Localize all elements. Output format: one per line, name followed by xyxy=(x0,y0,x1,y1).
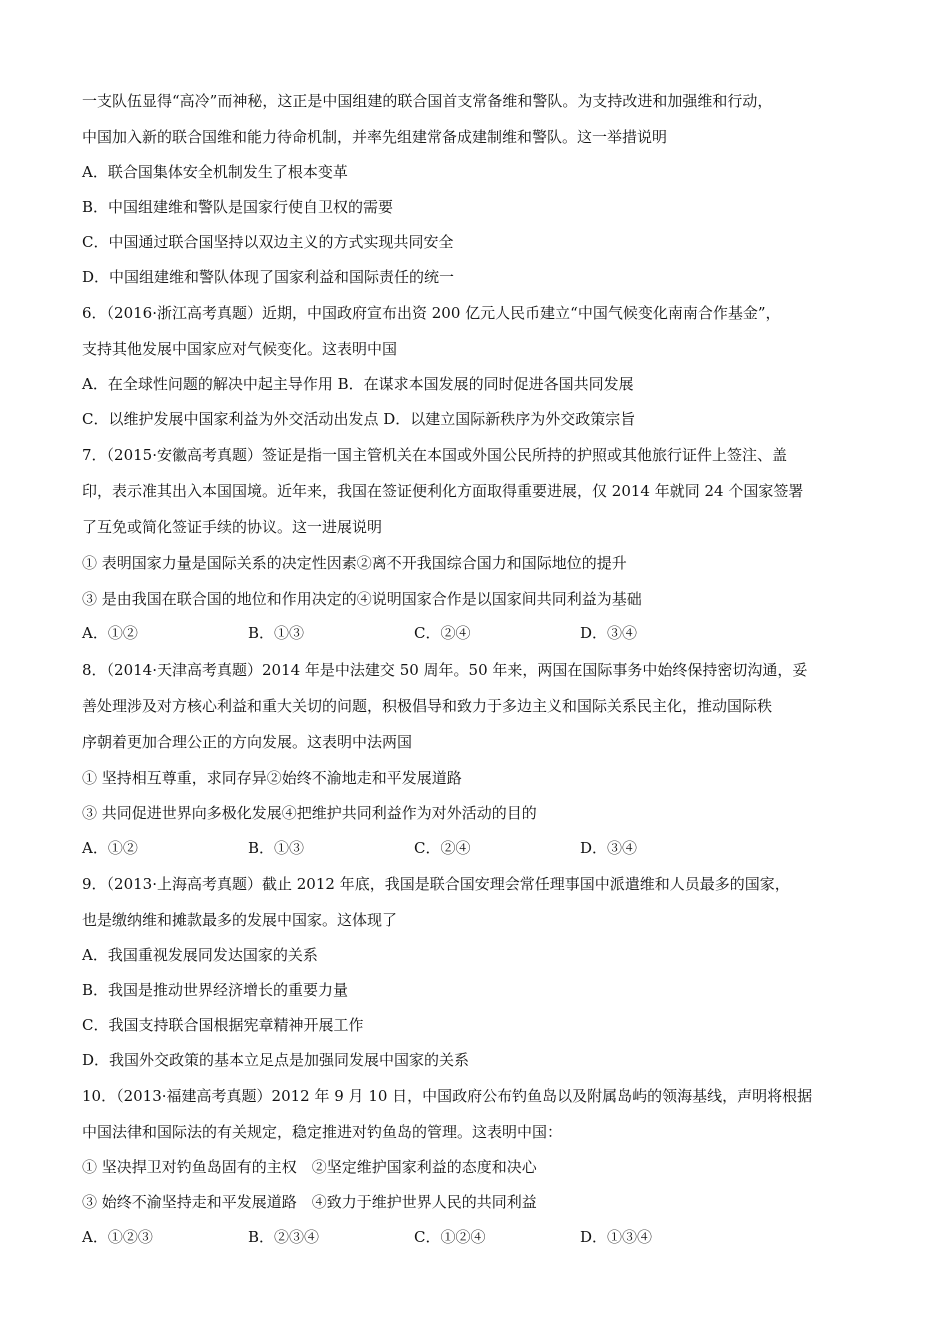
q9-option-c: C．我国支持联合国根据宪章精神开展工作 xyxy=(82,1016,364,1034)
q9-stem-line-2: 也是缴纳维和摊款最多的发展中国家。这体现了 xyxy=(82,911,398,929)
q7-choices xyxy=(82,623,890,643)
q8-stem-line-3: 序朝着更加合理公正的方向发展。这表明中法两国 xyxy=(82,733,413,751)
q6-stem-line-2: 支持其他发展中国家应对气候变化。这表明中国 xyxy=(82,340,398,358)
q8-choice-a: A．①② xyxy=(82,839,138,857)
q7-stem-line-1: 7．（2015·安徽高考真题）签证是指一国主管机关在本国或外国公民所持的护照或其他旅行证件上签注、盖 xyxy=(82,446,787,464)
q10-stem-line-2: 中国法律和国际法的有关规定，稳定推进对钓鱼岛的管理。这表明中国： xyxy=(82,1123,563,1141)
q5-option-c: C．中国通过联合国坚持以双边主义的方式实现共同安全 xyxy=(82,233,454,251)
q5-stem-line-1: 一支队伍显得“高冷”而神秘，这正是中国组建的联合国首支常备维和警队。为支持改进和加强维和行动， xyxy=(82,92,773,110)
q10-choice-b: B．②③④ xyxy=(248,1228,320,1246)
q7-stem-line-2: 印，表示准其出入本国国境。近年来，我国在签证便利化方面取得重要进展，仅 2014 年就同 24 个国家签署 xyxy=(82,482,804,500)
q7-statements-34: ③ 是由我国在联合国的地位和作用决定的④说明国家合作是以国家间共同利益为基础 xyxy=(82,590,642,608)
q10-statements-34: ③ 始终不渝坚持走和平发展道路 ④致力于维护世界人民的共同利益 xyxy=(82,1193,537,1211)
q7-choice-c: C．②④ xyxy=(414,624,471,642)
q10-statements-12: ① 坚决捍卫对钓鱼岛固有的主权 ②坚定维护国家利益的态度和决心 xyxy=(82,1158,537,1176)
q9-option-d: D．我国外交政策的基本立足点是加强同发展中国家的关系 xyxy=(82,1051,470,1069)
q7-choice-d: D．③④ xyxy=(580,624,638,642)
q8-choice-d: D．③④ xyxy=(580,839,638,857)
q10-choice-c: C．①②④ xyxy=(414,1228,486,1246)
q5-stem-line-2: 中国加入新的联合国维和能力待命机制，并率先组建常备成建制维和警队。这一举措说明 xyxy=(82,128,668,146)
q8-choice-c: C．②④ xyxy=(414,839,471,857)
q8-choices xyxy=(82,838,890,858)
q9-stem-line-1: 9．（2013·上海高考真题）截止 2012 年底，我国是联合国安理会常任理事国中派遣维和人员最多的国家， xyxy=(82,875,790,893)
q10-stem-line-1: 10．（2013·福建高考真题）2012 年 9 月 10 日，中国政府公布钓鱼岛以及附属岛屿的领海基线，声明将根据 xyxy=(82,1087,813,1105)
q8-statements-12: ① 坚持相互尊重，求同存异②始终不渝地走和平发展道路 xyxy=(82,769,462,787)
q10-choices xyxy=(82,1227,890,1247)
q10-choice-a: A．①②③ xyxy=(82,1228,153,1246)
q8-choice-b: B．①③ xyxy=(248,839,305,857)
q10-choice-d: D．①③④ xyxy=(580,1228,653,1246)
q8-statements-34: ③ 共同促进世界向多极化发展④把维护共同利益作为对外活动的目的 xyxy=(82,804,537,822)
q8-stem-line-2: 善处理涉及对方核心利益和重大关切的问题，积极倡导和致力于多边主义和国际关系民主化，推动国际秩 xyxy=(82,697,773,715)
q6-options-cd: C．以维护发展中国家利益为外交活动出发点 D．以建立国际新秩序为外交政策宗旨 xyxy=(82,410,636,428)
q7-statements-12: ① 表明国家力量是国际关系的决定性因素②离不开我国综合国力和国际地位的提升 xyxy=(82,554,627,572)
q9-option-b: B．我国是推动世界经济增长的重要力量 xyxy=(82,981,349,999)
q6-options-ab: A．在全球性问题的解决中起主导作用 B．在谋求本国发展的同时促进各国共同发展 xyxy=(82,375,634,393)
q7-stem-line-3: 了互免或简化签证手续的协议。这一进展说明 xyxy=(82,518,383,536)
q5-option-b: B．中国组建维和警队是国家行使自卫权的需要 xyxy=(82,198,394,216)
q5-option-a: A．联合国集体安全机制发生了根本变革 xyxy=(82,163,348,181)
q6-stem-line-1: 6．（2016·浙江高考真题）近期，中国政府宣布出资 200 亿元人民币建立“中国气候变化南南合作基金”， xyxy=(82,304,781,322)
q8-stem-line-1: 8．（2014·天津高考真题）2014 年是中法建交 50 周年。50 年来，两国在国际事务中始终保持密切沟通，妥 xyxy=(82,661,808,679)
q7-choice-b: B．①③ xyxy=(248,624,305,642)
q5-option-d: D．中国组建维和警队体现了国家利益和国际责任的统一 xyxy=(82,268,455,286)
q7-choice-a: A．①② xyxy=(82,624,138,642)
q9-option-a: A．我国重视发展同发达国家的关系 xyxy=(82,946,318,964)
